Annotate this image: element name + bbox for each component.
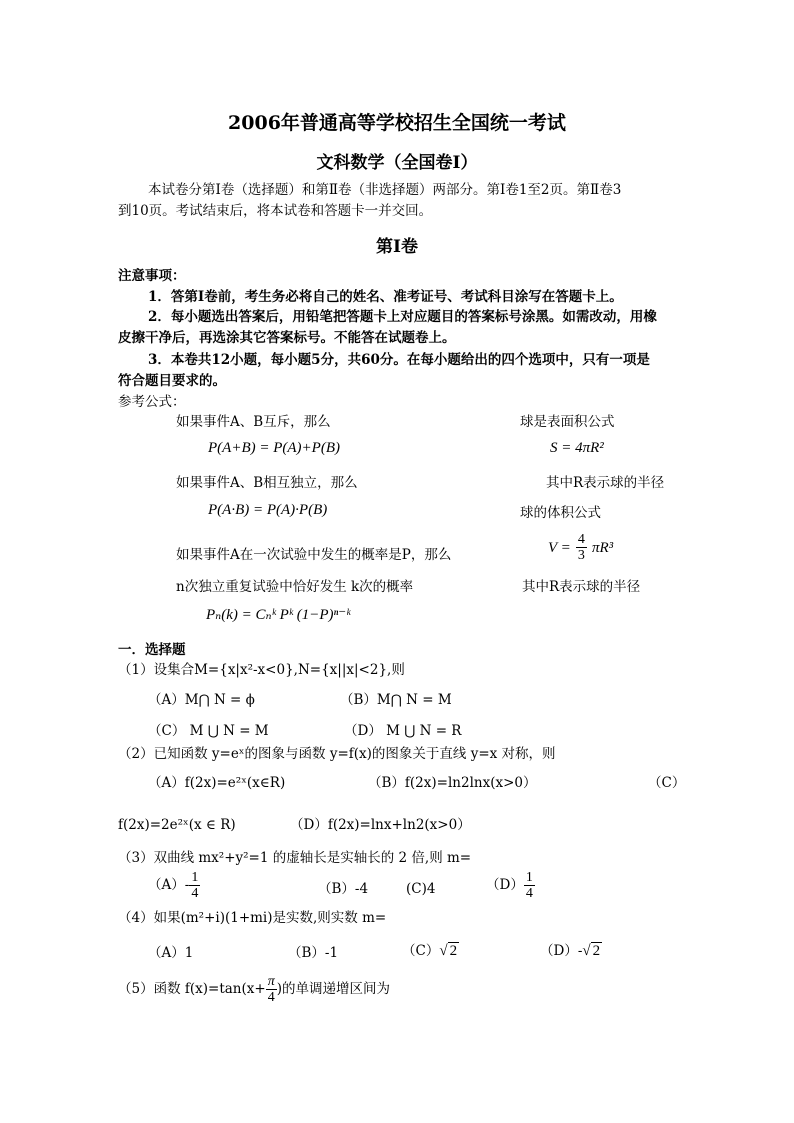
q3-option-d bbox=[486, 870, 535, 901]
q4-c-label: （C） bbox=[402, 943, 440, 959]
q2-option-d: （D）f(2x)=lnx+ln2(x>0） bbox=[290, 817, 471, 833]
q5-fraction bbox=[266, 974, 277, 1005]
q4-c-radicand: 2 bbox=[449, 943, 458, 959]
formula-mutex-math: P(A+B) = P(A)+P(B) bbox=[208, 440, 340, 456]
q1-option-c: （C） M ⋃ N = M bbox=[148, 723, 269, 739]
q4-d-label: （D）- bbox=[540, 943, 583, 959]
sphere-area-math: S = 4πR² bbox=[550, 440, 604, 456]
section1-title: 一．选择题 bbox=[118, 642, 186, 658]
q3-d-den: 4 bbox=[525, 886, 533, 901]
note-1: 1．答第Ⅰ卷前，考生务必将自己的姓名、准考证号、考试科目涂写在答题卡上。 bbox=[148, 289, 623, 305]
q1-option-d: （D） M ⋃ N = R bbox=[344, 723, 462, 739]
q5-text-pre: （5）函数 f(x)=tan(x+ bbox=[118, 981, 266, 997]
exam-title: 2006年普通高等学校招生全国统一考试 bbox=[228, 112, 566, 134]
q3-d-num: 1 bbox=[525, 870, 533, 885]
question-4: （4）如果(m²+i)(1+mi)是实数,则实数 m= bbox=[118, 910, 387, 926]
notes-heading: 注意事项： bbox=[118, 268, 186, 284]
q3-option-a bbox=[148, 870, 200, 901]
sphere-radius-note-1: 其中R表示球的半径 bbox=[546, 475, 665, 491]
formula-indep-math: P(A·B) = P(A)·P(B) bbox=[208, 502, 328, 518]
q3-a-den: 4 bbox=[191, 886, 199, 901]
question-1: （1）设集合M={x|x²-x<0},N={x||x|<2},则 bbox=[118, 662, 405, 678]
sphere-radius-note-2: 其中R表示球的半径 bbox=[522, 579, 641, 595]
note-2-cont: 皮擦干净后，再选涂其它答案标号。不能答在试题卷上。 bbox=[118, 330, 456, 346]
volume-den: 3 bbox=[577, 548, 585, 563]
volume-num: 4 bbox=[577, 532, 585, 547]
exam-subtitle: 文科数学（全国卷Ⅰ） bbox=[316, 153, 478, 173]
formula-binom-math: Pₙ(k) = Cₙᵏ Pᵏ (1−P)ⁿ⁻ᵏ bbox=[206, 607, 351, 623]
volume-rhs: πR³ bbox=[591, 540, 614, 556]
part1-title: 第Ⅰ卷 bbox=[376, 237, 418, 257]
q3-option-b: （B）-4 bbox=[318, 881, 369, 897]
q3-a-label: （A）- bbox=[148, 877, 190, 893]
q4-c-sqrt: √ 2 bbox=[439, 943, 458, 959]
q3-a-num: 1 bbox=[191, 870, 199, 885]
volume-fraction bbox=[576, 532, 587, 563]
q5-text-post: )的单调递增区间为 bbox=[276, 981, 390, 997]
q5-den: 4 bbox=[267, 990, 275, 1005]
intro-line-2: 到10页。考试结束后，将本试卷和答题卡一并交回。 bbox=[118, 203, 433, 219]
q4-d-sqrt: √ 2 bbox=[582, 943, 601, 959]
q4-option-c bbox=[402, 941, 459, 961]
formula-mutex-text: 如果事件A、B互斥，那么 bbox=[176, 414, 331, 430]
formula-heading: 参考公式： bbox=[118, 394, 186, 410]
q2-option-c-label: （C） bbox=[648, 775, 686, 791]
q5-num: π bbox=[267, 974, 275, 989]
question-3: （3）双曲线 mx²+y²=1 的虚轴长是实轴长的 2 倍,则 m= bbox=[118, 850, 472, 866]
q4-option-d bbox=[540, 941, 602, 961]
q3-option-c: (C)4 bbox=[406, 881, 436, 897]
q3-d-fraction bbox=[524, 870, 535, 901]
question-5 bbox=[118, 974, 390, 1005]
q4-d-radicand: 2 bbox=[592, 943, 601, 959]
q2-option-c: f(2x)=2e²ˣ(x ∈ R) bbox=[118, 817, 236, 833]
volume-lhs: V = bbox=[548, 540, 571, 556]
formula-prob-text: 如果事件A在一次试验中发生的概率是P，那么 bbox=[176, 547, 452, 563]
intro-line-1: 本试卷分第Ⅰ卷（选择题）和第Ⅱ卷（非选择题）两部分。第Ⅰ卷1至2页。第Ⅱ卷3 bbox=[148, 182, 622, 198]
q3-a-fraction bbox=[189, 870, 200, 901]
note-3-cont: 符合题目要求的。 bbox=[118, 373, 226, 389]
sphere-volume-math bbox=[548, 532, 613, 563]
q4-option-a: （A）1 bbox=[148, 945, 194, 961]
question-2: （2）已知函数 y=eˣ的图象与函数 y=f(x)的图象关于直线 y=x 对称，则 bbox=[118, 746, 556, 762]
sphere-area-label: 球是表面积公式 bbox=[520, 414, 615, 430]
q3-d-label: （D） bbox=[486, 877, 524, 893]
q2-option-b: （B）f(2x)=ln2lnx(x>0） bbox=[368, 775, 537, 791]
q2-option-a: （A）f(2x)=e²ˣ(x∈R) bbox=[148, 775, 286, 791]
q1-option-a: （A）M⋂ N = ϕ bbox=[148, 692, 255, 708]
formula-binom-text: n次独立重复试验中恰好发生 k次的概率 bbox=[176, 579, 414, 595]
formula-indep-text: 如果事件A、B相互独立，那么 bbox=[176, 475, 358, 491]
note-2: 2．每小题选出答案后，用铅笔把答题卡上对应题目的答案标号涂黑。如需改动，用橡 bbox=[148, 309, 657, 325]
q4-option-b: （B）-1 bbox=[288, 945, 339, 961]
sphere-volume-label: 球的体积公式 bbox=[520, 505, 601, 521]
q1-option-b: （B）M⋂ N = M bbox=[340, 692, 452, 708]
note-3: 3．本卷共12小题，每小题5分，共60分。在每小题给出的四个选项中，只有一项是 bbox=[148, 352, 650, 368]
